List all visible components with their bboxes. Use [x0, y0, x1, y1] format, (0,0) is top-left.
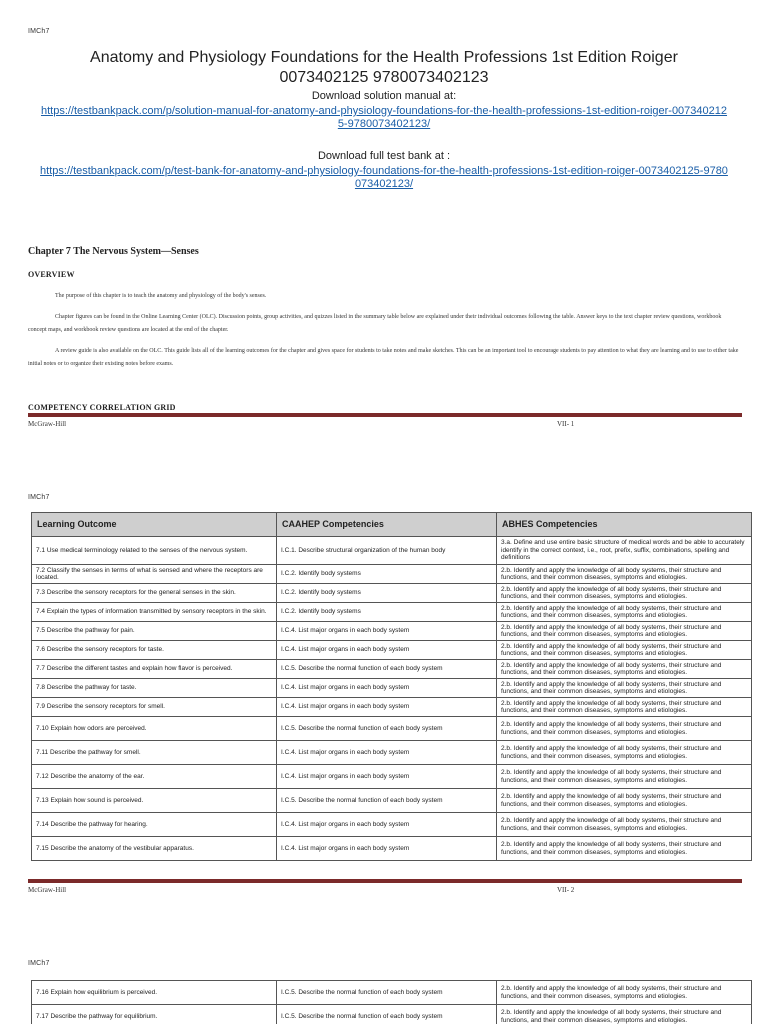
table-row [32, 765, 752, 789]
learning-outcome-cell: 7.12 Describe the anatomy of the ear. [32, 765, 277, 789]
abhes-competency-cell: 2.b. Identify and apply the knowledge of all body systems, their structure and functions, and their common diseases, symptoms and etiologies. [497, 981, 752, 1005]
learning-outcome-cell: 7.7 Describe the different tastes and explain how flavor is perceived. [32, 660, 277, 679]
learning-outcome-cell: 7.1 Use medical terminology related to the senses of the nervous system. [32, 537, 277, 565]
abhes-competency-cell: 2.b. Identify and apply the knowledge of all body systems, their structure and functions, and their common diseases, symptoms and etiologies. [497, 565, 752, 584]
footer-publisher-2: McGraw-Hill [28, 886, 67, 894]
abhes-competency-cell: 2.b. Identify and apply the knowledge of all body systems, their structure and functions, and their common diseases, symptoms and etiologies. [497, 789, 752, 813]
overview-paragraph-3: A review guide is also available on the OLC. This guide lists all of the learning outcomes for the chapter and gives space for students to take notes and make sketches. This can be an important tool to encourage students to pay attention to what they are learning and to use to either take initial notes or to organize their existing notes before exams. [28, 348, 739, 367]
caahep-competency-cell: I.C.5. Describe the normal function of each body system [277, 1005, 497, 1024]
abhes-competency-cell: 2.b. Identify and apply the knowledge of all body systems, their structure and functions, and their common diseases, symptoms and etiologies. [497, 765, 752, 789]
table-row [32, 1005, 752, 1024]
column-header-learning-outcome: Learning Outcome [32, 513, 277, 537]
abhes-competency-cell: 2.b. Identify and apply the knowledge of all body systems, their structure and functions, and their common diseases, symptoms and etiologies. [497, 813, 752, 837]
caahep-competency-cell: I.C.4. List major organs in each body system [277, 622, 497, 641]
table-row [32, 741, 752, 765]
abhes-competency-cell: 3.a. Define and use entire basic structure of medical words and be able to accurately identify in the correct context, i.e., root, prefix, suffix, combinations, spelling and definitions [497, 537, 752, 565]
abhes-competency-cell: 2.b. Identify and apply the knowledge of all body systems, their structure and functions, and their common diseases, symptoms and etiologies. [497, 1005, 752, 1024]
table-row [32, 603, 752, 622]
abhes-competency-cell: 2.b. Identify and apply the knowledge of all body systems, their structure and functions, and their common diseases, symptoms and etiologies. [497, 717, 752, 741]
learning-outcome-cell: 7.17 Describe the pathway for equilibrium. [32, 1005, 277, 1024]
abhes-competency-cell: 2.b. Identify and apply the knowledge of all body systems, their structure and functions, and their common diseases, symptoms and etiologies. [497, 641, 752, 660]
chapter-heading: Chapter 7 The Nervous System—Senses [28, 246, 199, 257]
footer-page-number-2: VII- 2 [557, 886, 575, 894]
caahep-competency-cell: I.C.4. List major organs in each body system [277, 679, 497, 698]
learning-outcome-cell: 7.14 Describe the pathway for hearing. [32, 813, 277, 837]
document-title-line1: Anatomy and Physiology Foundations for the Health Professions 1st Edition Roiger [90, 49, 678, 66]
test-bank-label: Download full test bank at : [317, 150, 451, 162]
caahep-competency-cell: I.C.4. List major organs in each body system [277, 837, 497, 861]
abhes-competency-cell: 2.b. Identify and apply the knowledge of all body systems, their structure and functions, and their common diseases, symptoms and etiologies. [497, 679, 752, 698]
table-row [32, 789, 752, 813]
learning-outcome-cell: 7.10 Explain how odors are perceived. [32, 717, 277, 741]
table-row [32, 641, 752, 660]
document-title-line2: 0073402125 9780073402123 [279, 69, 489, 86]
table-row [32, 698, 752, 717]
learning-outcome-cell: 7.2 Classify the senses in terms of what is sensed and where the receptors are located. [32, 565, 277, 584]
table-row [32, 717, 752, 741]
column-header-abhes: ABHES Competencies [497, 513, 752, 537]
table-row [32, 584, 752, 603]
abhes-competency-cell: 2.b. Identify and apply the knowledge of all body systems, their structure and functions, and their common diseases, symptoms and etiologies. [497, 584, 752, 603]
learning-outcome-cell: 7.4 Explain the types of information transmitted by sensory receptors in the skin. [32, 603, 277, 622]
footer-publisher-1: McGraw-Hill [28, 420, 67, 428]
caahep-competency-cell: I.C.2. Identify body systems [277, 603, 497, 622]
competency-grid-heading: COMPETENCY CORRELATION GRID [28, 403, 176, 412]
abhes-competency-cell: 2.b. Identify and apply the knowledge of all body systems, their structure and functions, and their common diseases, symptoms and etiologies. [497, 741, 752, 765]
learning-outcome-cell: 7.13 Explain how sound is perceived. [32, 789, 277, 813]
learning-outcome-cell: 7.3 Describe the sensory receptors for the general senses in the skin. [32, 584, 277, 603]
table-row [32, 981, 752, 1005]
caahep-competency-cell: I.C.2. Identify body systems [277, 584, 497, 603]
caahep-competency-cell: I.C.4. List major organs in each body system [277, 813, 497, 837]
caahep-competency-cell: I.C.5. Describe the normal function of each body system [277, 789, 497, 813]
caahep-competency-cell: I.C.4. List major organs in each body system [277, 741, 497, 765]
competency-table-continued [31, 980, 752, 1024]
learning-outcome-cell: 7.6 Describe the sensory receptors for taste. [32, 641, 277, 660]
footer-rule-2 [28, 879, 742, 883]
footer-rule-1 [28, 413, 742, 417]
table-row [32, 837, 752, 861]
table-row [32, 537, 752, 565]
overview-paragraph-1: The purpose of this chapter is to teach the anatomy and physiology of the body's senses. [55, 293, 267, 299]
learning-outcome-cell: 7.8 Describe the pathway for taste. [32, 679, 277, 698]
table-row [32, 660, 752, 679]
caahep-competency-cell: I.C.5. Describe the normal function of each body system [277, 717, 497, 741]
table-row [32, 813, 752, 837]
learning-outcome-cell: 7.9 Describe the sensory receptors for smell. [32, 698, 277, 717]
caahep-competency-cell: I.C.4. List major organs in each body system [277, 765, 497, 789]
page-header-3: IMCh7 [28, 960, 50, 967]
learning-outcome-cell: 7.16 Explain how equilibrium is perceived. [32, 981, 277, 1005]
learning-outcome-cell: 7.11 Describe the pathway for smell. [32, 741, 277, 765]
caahep-competency-cell: I.C.4. List major organs in each body system [277, 641, 497, 660]
overview-heading: OVERVIEW [28, 270, 75, 279]
learning-outcome-cell: 7.5 Describe the pathway for pain. [32, 622, 277, 641]
overview-paragraph-2: Chapter figures can be found in the Online Learning Center (OLC). Discussion points, group activities, and quizzes listed in the summary table below are explained under their individual outcomes following the table. Answer keys to the text chapter review questions, workbook concept maps, and workbook review questions are located at the end of the chapter. [28, 314, 722, 333]
column-header-caahep: CAAHEP Competencies [277, 513, 497, 537]
table-row [32, 622, 752, 641]
caahep-competency-cell: I.C.5. Describe the normal function of each body system [277, 981, 497, 1005]
learning-outcome-cell: 7.15 Describe the anatomy of the vestibular apparatus. [32, 837, 277, 861]
abhes-competency-cell: 2.b. Identify and apply the knowledge of all body systems, their structure and functions, and their common diseases, symptoms and etiologies. [497, 698, 752, 717]
solution-manual-link[interactable]: https://testbankpack.com/p/solution-manual-for-anatomy-and-physiology-foundations-for-the-health-professions-1st-edition-roiger-0073402125-9780073402123/ [40, 105, 728, 130]
abhes-competency-cell: 2.b. Identify and apply the knowledge of all body systems, their structure and functions, and their common diseases, symptoms and etiologies. [497, 660, 752, 679]
footer-page-number-1: VII- 1 [557, 420, 575, 428]
page-header-1: IMCh7 [28, 28, 50, 35]
caahep-competency-cell: I.C.4. List major organs in each body system [277, 698, 497, 717]
competency-table [31, 512, 752, 861]
solution-manual-label: Download solution manual at: [311, 90, 457, 102]
table-row [32, 679, 752, 698]
caahep-competency-cell: I.C.5. Describe the normal function of each body system [277, 660, 497, 679]
abhes-competency-cell: 2.b. Identify and apply the knowledge of all body systems, their structure and functions, and their common diseases, symptoms and etiologies. [497, 603, 752, 622]
abhes-competency-cell: 2.b. Identify and apply the knowledge of all body systems, their structure and functions, and their common diseases, symptoms and etiologies. [497, 837, 752, 861]
caahep-competency-cell: I.C.2. Identify body systems [277, 565, 497, 584]
abhes-competency-cell: 2.b. Identify and apply the knowledge of all body systems, their structure and functions, and their common diseases, symptoms and etiologies. [497, 622, 752, 641]
caahep-competency-cell: I.C.1. Describe structural organization of the human body [277, 537, 497, 565]
test-bank-link[interactable]: https://testbankpack.com/p/test-bank-for-anatomy-and-physiology-foundations-for-the-health-professions-1st-edition-roiger-0073402125-9780073402123/ [40, 165, 728, 190]
table-header-row [32, 513, 752, 537]
table-row [32, 565, 752, 584]
page-header-2: IMCh7 [28, 494, 50, 501]
